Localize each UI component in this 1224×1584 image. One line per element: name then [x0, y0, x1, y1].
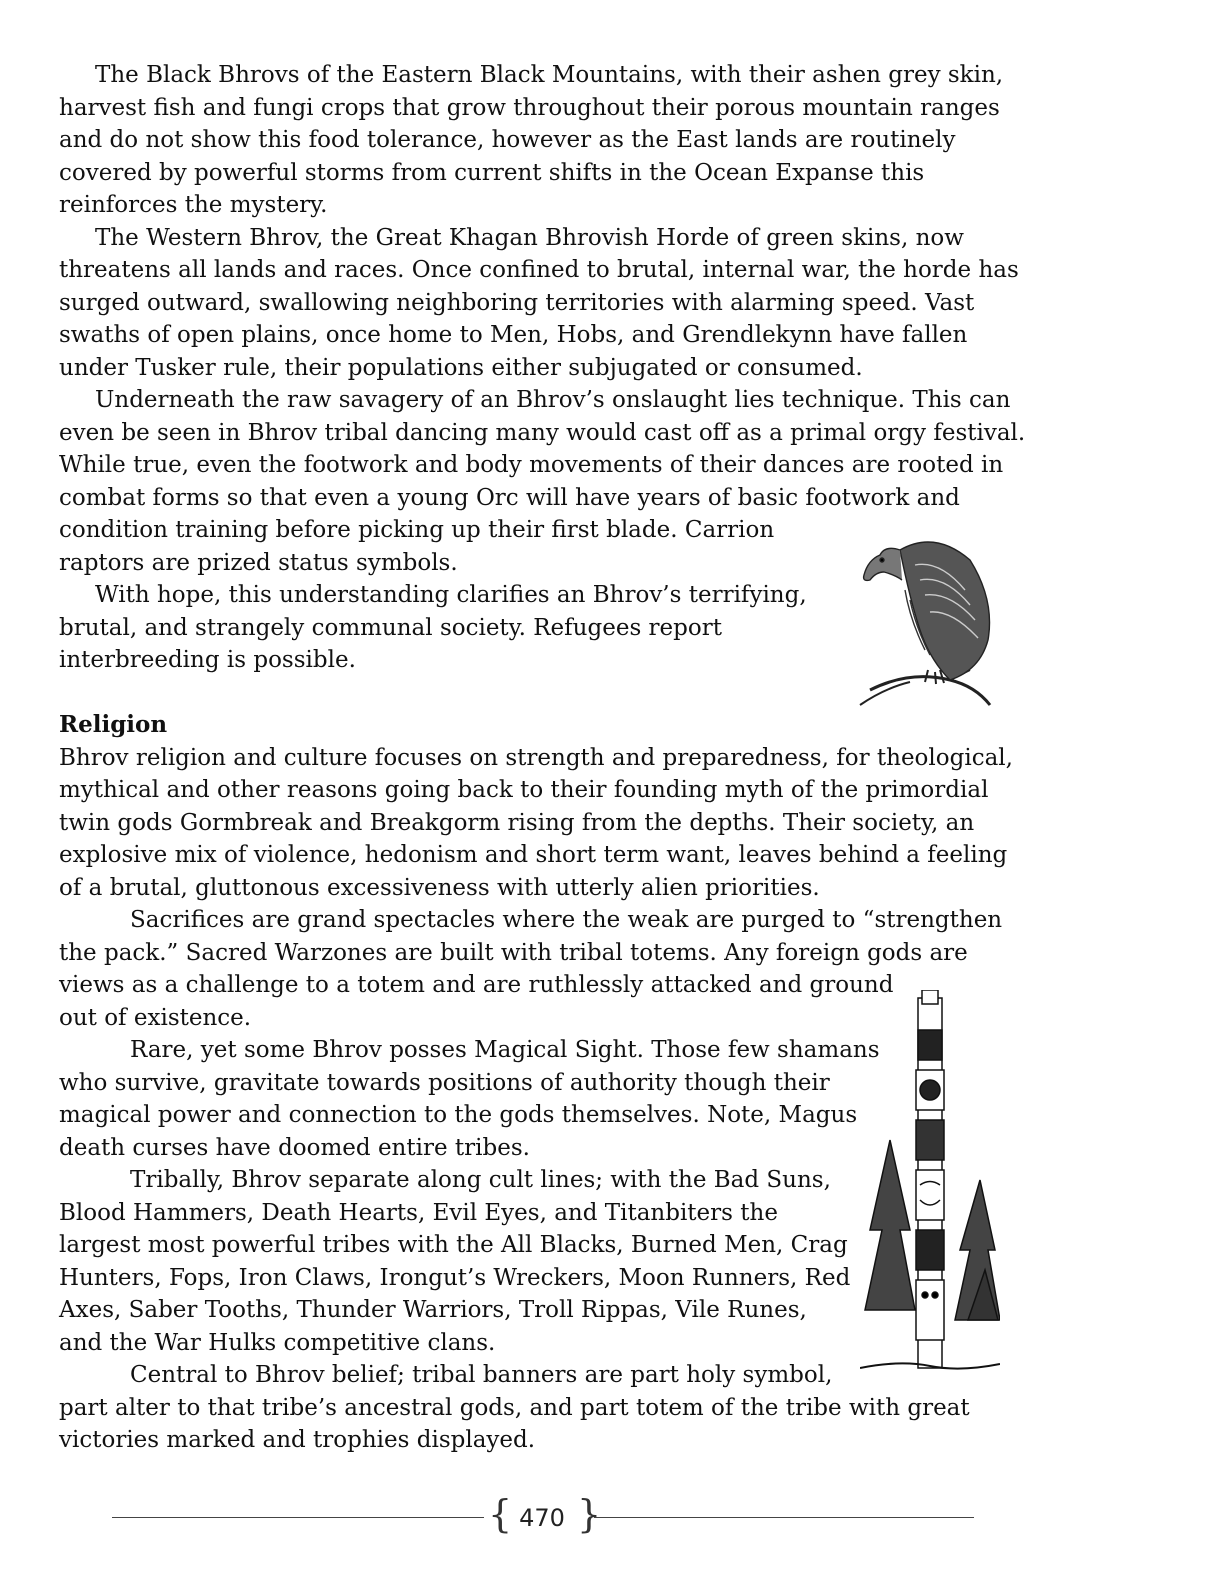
text-line: Bhrov religion and culture focuses on strength and preparedness, for theological, — [59, 744, 1013, 771]
text-line: swaths of open plains, once home to Men, Hobs, and Grendlekynn have fallen — [59, 322, 968, 348]
text-line: part alter to that tribe’s ancestral gods, and part totem of the tribe with great — [59, 1394, 970, 1421]
text-line: Axes, Saber Tooths, Thunder Warriors, Troll Rippas, Vile Runes, — [59, 1297, 807, 1323]
text-line: the pack.” Sacred Warzones are built with tribal totems. Any foreign gods are — [59, 939, 968, 966]
text-line: and the War Hulks competitive clans. — [59, 1329, 496, 1356]
text-line: With hope, this understanding clarifies an Bhrov’s terrifying, — [95, 582, 807, 608]
text-line: surged outward, swallowing neighboring territories with alarming speed. Vast — [59, 289, 975, 316]
text-line: condition training before picking up their first blade. Carrion — [59, 517, 775, 543]
totem-pole-illustration — [860, 990, 1000, 1380]
text-line: views as a challenge to a totem and are ruthlessly attacked and ground — [59, 972, 894, 998]
section-heading: Religion — [59, 711, 168, 738]
text-line: of a brutal, gluttonous excessiveness with utterly alien priorities. — [59, 874, 820, 901]
text-line: out of existence. — [59, 1004, 252, 1031]
text-line: covered by powerful storms from current shifts in the Ocean Expanse this — [59, 159, 925, 186]
page-number: 470 — [519, 1504, 565, 1532]
text-line: harvest fish and fungi crops that grow throughout their porous mountain ranges — [59, 94, 1000, 121]
text-line: death curses have doomed entire tribes. — [59, 1134, 530, 1161]
vulture-illustration — [840, 520, 1000, 720]
text-line: Tribally, Bhrov separate along cult lines; with the Bad Suns, — [130, 1167, 831, 1193]
brace-left-icon: { — [488, 1492, 513, 1536]
text-line: Underneath the raw savagery of an Bhrov’s onslaught lies technique. This can — [95, 387, 1011, 413]
text-line: reinforces the mystery. — [59, 192, 328, 218]
text-line: brutal, and strangely communal society. Refugees report — [59, 614, 722, 641]
text-line: The Western Bhrov, the Great Khagan Bhrovish Horde of green skins, now — [95, 224, 964, 251]
footer-rule-left — [112, 1517, 484, 1518]
text-line: explosive mix of violence, hedonism and short term want, leaves behind a feeling — [59, 842, 1008, 868]
text-line: Sacrifices are grand spectacles where the weak are purged to “strengthen — [130, 907, 1003, 933]
text-line: The Black Bhrovs of the Eastern Black Mountains, with their ashen grey skin, — [95, 62, 1004, 88]
text-line: magical power and connection to the gods themselves. Note, Magus — [59, 1102, 858, 1128]
text-line: interbreeding is possible. — [59, 647, 356, 673]
text-line: even be seen in Bhrov tribal dancing many would cast off as a primal orgy festival. — [59, 419, 1026, 446]
text-line: and do not show this food tolerance, however as the East lands are routinely — [59, 127, 956, 153]
text-line: Central to Bhrov belief; tribal banners are part holy symbol, — [130, 1362, 833, 1388]
page-footer — [112, 1492, 974, 1540]
text-line: victories marked and trophies displayed. — [59, 1427, 536, 1453]
text-line: Hunters, Fops, Iron Claws, Irongut’s Wreckers, Moon Runners, Red — [59, 1264, 851, 1291]
text-line: Rare, yet some Bhrov posses Magical Sight. Those few shamans — [130, 1037, 880, 1063]
brace-right-icon: } — [577, 1492, 602, 1536]
text-line: twin gods Gormbreak and Breakgorm rising from the depths. Their society, an — [59, 809, 975, 836]
text-line: combat forms so that even a young Orc will have years of basic footwork and — [59, 484, 960, 511]
text-line: largest most powerful tribes with the All Blacks, Burned Men, Crag — [59, 1232, 848, 1258]
text-line: under Tusker rule, their populations either subjugated or consumed. — [59, 354, 863, 381]
text-line: mythical and other reasons going back to their founding myth of the primordial — [59, 777, 989, 803]
text-line: who survive, gravitate towards positions of authority though their — [59, 1069, 830, 1096]
text-line: While true, even the footwork and body movements of their dances are rooted in — [59, 452, 1004, 478]
text-line: threatens all lands and races. Once confined to brutal, internal war, the horde has — [59, 257, 1019, 283]
text-line: raptors are prized status symbols. — [59, 549, 458, 576]
footer-rule-right — [594, 1517, 974, 1518]
text-line: Blood Hammers, Death Hearts, Evil Eyes, and Titanbiters the — [59, 1199, 778, 1226]
